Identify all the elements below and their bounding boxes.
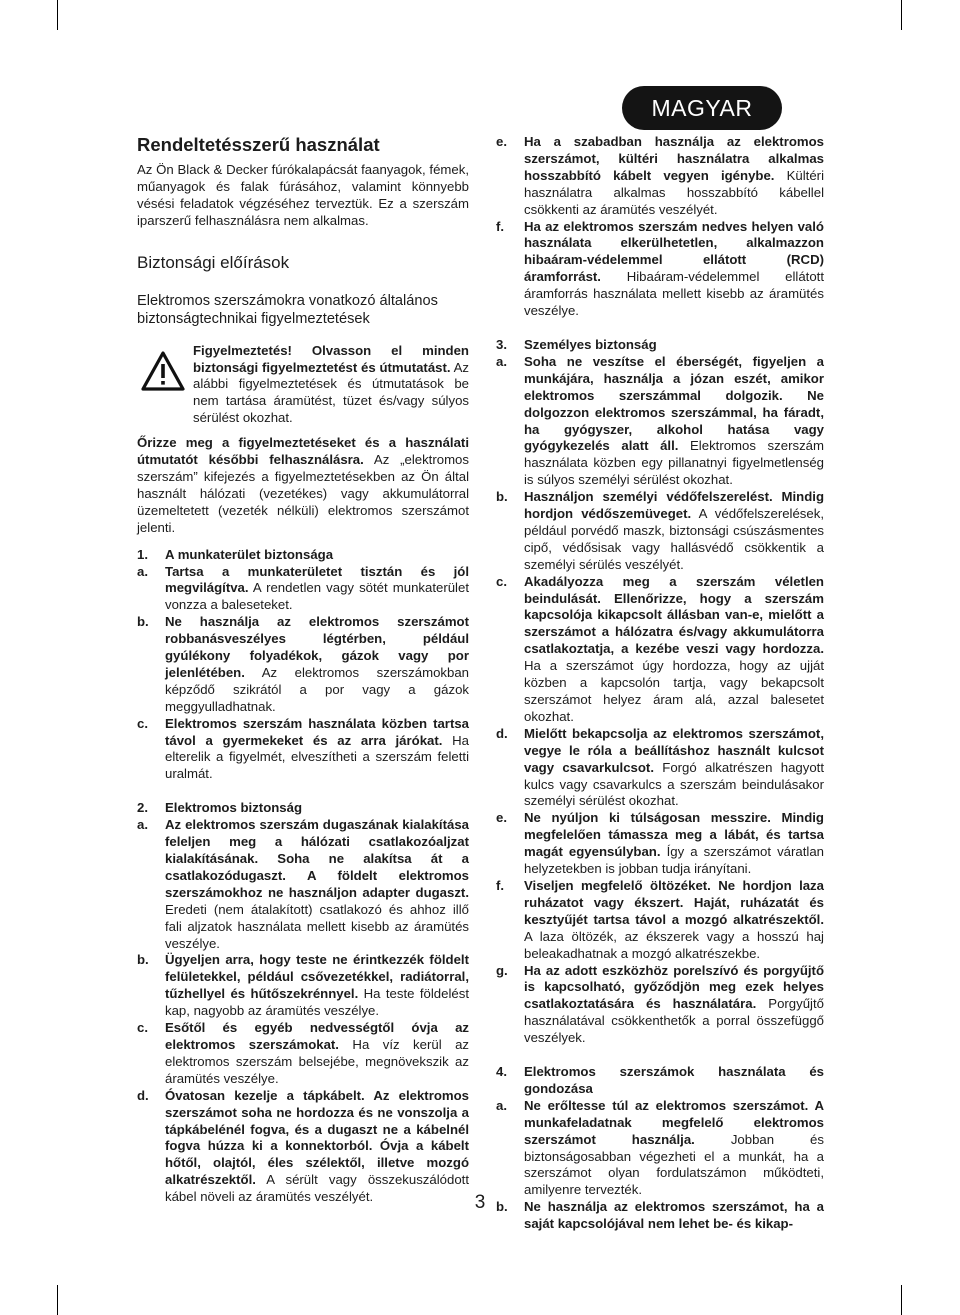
list-item bbox=[137, 564, 469, 615]
list-item bbox=[496, 878, 824, 963]
item-bold-text: Használjon személyi védőfelszerelést. Mindig hordjon védőszemüveget. bbox=[524, 489, 824, 522]
left-column bbox=[137, 128, 469, 1206]
item-marker: b. bbox=[137, 614, 149, 630]
item-marker: b. bbox=[137, 952, 149, 968]
list-item bbox=[137, 614, 469, 715]
section-3 bbox=[496, 337, 824, 1047]
item-bold-text: Viseljen megfelelő öltözéket. Ne hordjon laza ruházatot vagy ékszert. Haját, ruházatát és kesztyűjét tartsa távol a mozgó alkatrészektől. bbox=[524, 877, 824, 927]
item-bold-text: Ha a szabadban használja az elektromos szerszámot, kültéri használatra alkalmas hosszabbító kábelt vegyen igénybe. bbox=[524, 134, 824, 183]
intended-use-text: Az Ön Black & Decker fúrókalapácsát faanyagok, fémek, műanyagok és falak fúrásához, valamint könnyebb vésési feladatok végzéséhez terveztük. Ez a szerszám iparszerű felhasználásra nem alkalmas. bbox=[137, 162, 469, 228]
section-heading bbox=[137, 547, 469, 564]
intended-use-title: Rendeltetésszerű használat bbox=[137, 134, 380, 155]
item-marker: a. bbox=[137, 563, 148, 579]
item-bold-text: Akadályozza meg a szerszám véletlen beindulását. Ellenőrizze, hogy a szerszám kapcsolója kikapcsolt állásban van-e, mielőtt a szerszámot a hálózatra és/vagy akkumulátorra csatlakoztatja, a kezébe veszi vagy hordozza. bbox=[524, 573, 824, 657]
item-normal-text: Így a szerszámot váratlan helyzetekben is jobban tudja irányítani. bbox=[524, 844, 824, 877]
item-marker: c. bbox=[137, 1020, 148, 1036]
item-bold-text: Mielőtt bekapcsolja az elektromos szerszámot, vegye le róla a beállításhoz használt kulcsot vagy csavarkulcsot. bbox=[524, 725, 824, 775]
item-bold-text: Ügyeljen arra, hogy teste ne érintkezzék földelt felületekkel, például csővezetékkel, radiátorral, tűzhellyel és hűtőszekrénnyel. bbox=[165, 952, 469, 1002]
item-text bbox=[165, 564, 469, 615]
item-normal-text: Ha a szerszámot úgy hordozza, hogy az ujját közben a kapcsolón tartja, vagy bekapcsolt szerszámot helyez áram alá, azzal balesetet okozhat. bbox=[524, 658, 824, 724]
section-4 bbox=[496, 1064, 824, 1233]
item-marker: 3. bbox=[496, 336, 507, 352]
item-marker: d. bbox=[496, 725, 508, 741]
warning-heading: Figyelmeztetés! Olvasson el minden biztonsági figyelmeztetést és útmutatást. bbox=[193, 342, 469, 375]
list-item bbox=[496, 354, 824, 489]
item-bold-text: Elektromos szerszám használata közben tartsa távol a gyermekeket és az arra járókat. bbox=[165, 715, 469, 748]
item-marker: e. bbox=[496, 134, 507, 149]
item-text bbox=[524, 963, 824, 1048]
item-bold-text: Az elektromos szerszám dugaszának kialakítása feleljen meg a hálózati csatlakozóaljzat kialakításának. Soha ne alakítsa át a csatlakozódugaszt. A földelt elektromos szerszámokhoz ne használjon adapter dugaszt. bbox=[165, 817, 469, 900]
item-text bbox=[524, 878, 824, 963]
item-marker: f. bbox=[496, 877, 505, 893]
item-bold-text: Tartsa a munkaterületet tisztán és jól megvilágítva. bbox=[165, 563, 469, 596]
page-number: 3 bbox=[474, 1192, 486, 1213]
crop-mark-bottom-left bbox=[57, 1285, 58, 1315]
warning-triangle-icon bbox=[141, 351, 191, 428]
item-normal-text: Hibaáram-védelemmel ellátott áramforrás használata mellett kisebb az áramütés veszélye. bbox=[524, 269, 824, 319]
item-normal-text: Ha teste földelést kap, nagyobb az áramütés veszélye. bbox=[165, 986, 469, 1019]
item-normal-text: Ha víz kerül az elektromos szerszám belsejébe, megnövekszik az áramütés veszélye. bbox=[165, 1036, 469, 1086]
item-marker: a. bbox=[137, 817, 148, 833]
section-1 bbox=[137, 547, 469, 784]
item-text bbox=[165, 800, 469, 817]
right-continued-items bbox=[496, 134, 824, 320]
item-marker: g. bbox=[496, 962, 508, 978]
list-item bbox=[496, 489, 824, 574]
list-item bbox=[137, 817, 469, 952]
item-text bbox=[524, 726, 824, 811]
item-normal-text: Jobban és biztonságosabban végezheti el a munkát, ha a szerszámot olyan fordulatszámon működteti, amilyenre tervezték. bbox=[524, 1131, 824, 1198]
item-marker: b. bbox=[496, 1199, 508, 1215]
item-normal-text: Kültéri használatra alkalmas hosszabbító kábellel csökkenti az áramütés veszélyét. bbox=[524, 167, 825, 217]
item-text bbox=[524, 489, 824, 574]
section-heading bbox=[496, 337, 824, 354]
safety-title: Biztonsági előírások bbox=[137, 252, 290, 272]
item-marker: a. bbox=[496, 1097, 507, 1113]
item-text bbox=[165, 817, 469, 952]
item-text bbox=[524, 574, 824, 726]
item-text bbox=[165, 716, 469, 784]
item-text bbox=[524, 134, 824, 219]
item-normal-text: A laza öltözék, az ékszerek vagy a hosszú haj beleakadhatnak a mozgó alkatrészekbe. bbox=[524, 928, 824, 961]
item-bold-text: Soha ne veszítse el éberségét, figyeljen a munkájára, használja a józan eszét, amikor elektromos szerszámmal dolgozik. Ne dolgozzon elektromos szerszámmal, ha fáradt, ha gyógyszer, alkohol hatása vagy gyógykezelés alatt áll. bbox=[524, 353, 824, 454]
list-item bbox=[496, 726, 824, 811]
item-marker: 2. bbox=[137, 800, 148, 816]
item-normal-text: A védőfelszerelések, például porvédő maszk, biztonsági csúszásmentes cipő, védősisak vagy hallásvédő csökkentik a személyi sérülés veszélyét. bbox=[524, 506, 824, 572]
item-bold-text: Elektromos biztonság bbox=[165, 800, 303, 816]
item-text bbox=[524, 219, 824, 320]
item-text bbox=[524, 337, 824, 354]
item-marker: f. bbox=[496, 218, 505, 234]
list-item bbox=[496, 574, 824, 726]
section-heading bbox=[496, 1064, 824, 1098]
crop-mark-top-left bbox=[57, 0, 58, 30]
item-bold-text: Személyes biztonság bbox=[524, 336, 657, 352]
item-text bbox=[165, 952, 469, 1020]
item-normal-text: A rendetlen vagy sötét munkaterület vonzza a baleseteket. bbox=[165, 580, 469, 613]
item-bold-text: Ne erőltesse túl az elektromos szerszámot. A munkafeladatnak megfelelő elektromos szerszámot használja. bbox=[524, 1097, 824, 1147]
list-item bbox=[496, 219, 824, 320]
list-item bbox=[496, 134, 824, 219]
item-bold-text: Ne nyúljon ki túlságosan messzire. Mindig megfelelően támassza meg a lábát, és tartsa magát egyensúlyban. bbox=[524, 810, 824, 860]
item-bold-text: Elektromos szerszámok használata és gondozása bbox=[524, 1064, 824, 1096]
item-bold-text: Ne használja az elektromos szerszámot, ha a saját kapcsolójával nem lehet be- és kikap- bbox=[524, 1199, 824, 1232]
list-item bbox=[496, 810, 824, 878]
item-text bbox=[524, 810, 824, 878]
item-text bbox=[524, 354, 824, 489]
list-item bbox=[137, 952, 469, 1020]
list-item bbox=[496, 1098, 824, 1199]
crop-mark-bottom-right bbox=[901, 1285, 902, 1315]
section-2 bbox=[137, 800, 469, 1206]
item-bold-text: A munkaterület biztonsága bbox=[165, 546, 334, 562]
list-item bbox=[137, 1088, 469, 1206]
right-column bbox=[496, 134, 824, 1233]
item-normal-text: Az elektromos szerszámokban képződő szikrától a por vagy a gázok meggyulladhatnak. bbox=[165, 664, 469, 714]
item-marker: c. bbox=[496, 573, 507, 589]
item-text bbox=[165, 1088, 469, 1206]
item-bold-text: Ha az elektromos szerszám nedves helyen való használata elkerülhetetlen, alkalmazzon hibaáram-védelemmel ellátott (RCD) áramforrást. bbox=[524, 218, 824, 285]
warning-block bbox=[137, 343, 469, 428]
item-marker: d. bbox=[137, 1087, 149, 1103]
item-normal-text: Eredeti (nem átalakított) csatlakozó és ahhoz illő fali aljzatok használata mellett kisebb az áramütés veszélye. bbox=[165, 901, 469, 951]
item-marker: c. bbox=[137, 715, 148, 731]
item-marker: 4. bbox=[496, 1064, 507, 1080]
warning-text: Az alábbi figyelmeztetések és útmutatások be nem tartása áramütést, tüzet és/vagy súlyos sérülést okozhat. bbox=[193, 359, 470, 426]
item-text bbox=[524, 1199, 824, 1233]
item-normal-text: A sérült vagy összekuszálódott kábel növeli az áramütés veszélyét. bbox=[165, 1172, 469, 1205]
item-normal-text: Porgyűjtő használatával csökkenthetők a porral összefüggő veszélyek. bbox=[524, 996, 824, 1046]
item-text bbox=[524, 1098, 824, 1199]
safety-subtitle: Elektromos szerszámokra vonatkozó általános biztonságtechnikai figyelmeztetések bbox=[137, 292, 438, 328]
right-sections bbox=[496, 320, 824, 1233]
item-marker: b. bbox=[496, 489, 508, 505]
item-text bbox=[524, 1064, 824, 1098]
item-normal-text: Elektromos szerszám használata közben egy pillanatnyi figyelmetlenség is súlyos személyi sérülést okozhat. bbox=[524, 438, 824, 488]
language-badge: MAGYAR bbox=[622, 86, 782, 130]
item-bold-text: Esőtől és egyéb nedvességtől óvja az elektromos szerszámokat. bbox=[165, 1020, 469, 1052]
keep-instructions-paragraph: Őrizze meg a figyelmeztetéseket és a használati útmutatót későbbi felhasználásra. Az „elektromos szerszám” kifejezés a figyelmeztetésekben az Ön által használt hálózati (vezetékes) vagy akkumulátorral üzemeltetett (vezeték nélküli) elektromos szerszámot jelenti. bbox=[137, 435, 469, 535]
item-bold-text: Ne használja az elektromos szerszámot robbanásveszélyes légtérben, például gyúlékony folyadékok, gázok vagy por jelenlétében. bbox=[165, 614, 469, 680]
section-heading bbox=[137, 800, 469, 817]
item-text bbox=[165, 547, 469, 564]
item-bold-text: Ha az adott eszközhöz porelszívó és porgyűjtő is kapcsolható, győződjön meg ezek helyes csatlakoztatására és használatára. bbox=[524, 962, 824, 1012]
list-item bbox=[137, 716, 469, 784]
item-marker: a. bbox=[496, 353, 507, 369]
item-text bbox=[165, 1020, 469, 1088]
item-marker: 1. bbox=[137, 546, 148, 562]
item-text bbox=[165, 614, 469, 715]
item-marker: e. bbox=[496, 810, 507, 826]
list-item bbox=[496, 1199, 824, 1233]
item-normal-text: Ha elterelik a figyelmét, elveszítheti a szerszám feletti uralmát. bbox=[165, 732, 469, 782]
left-sections bbox=[137, 547, 469, 1206]
item-normal-text: Forgó alkatrészen hagyott kulcs vagy csavarkulcs a szerszám beindulásakor személyi sérülést okozhat. bbox=[524, 759, 824, 809]
list-item bbox=[496, 963, 824, 1048]
item-bold-text: Óvatosan kezelje a tápkábelt. Az elektromos szerszámot soha ne hordozza és ne vonszolja a tápkábelénél fogva, és a dugaszt ne a kábelnél fogva húzza ki a konnektorból. Óvja a kábelt hőtől, olajtól, éles szélektől, illetve mozgó alkatrészektől. bbox=[165, 1087, 469, 1188]
list-item bbox=[137, 1020, 469, 1088]
crop-mark-top-right bbox=[901, 0, 902, 30]
